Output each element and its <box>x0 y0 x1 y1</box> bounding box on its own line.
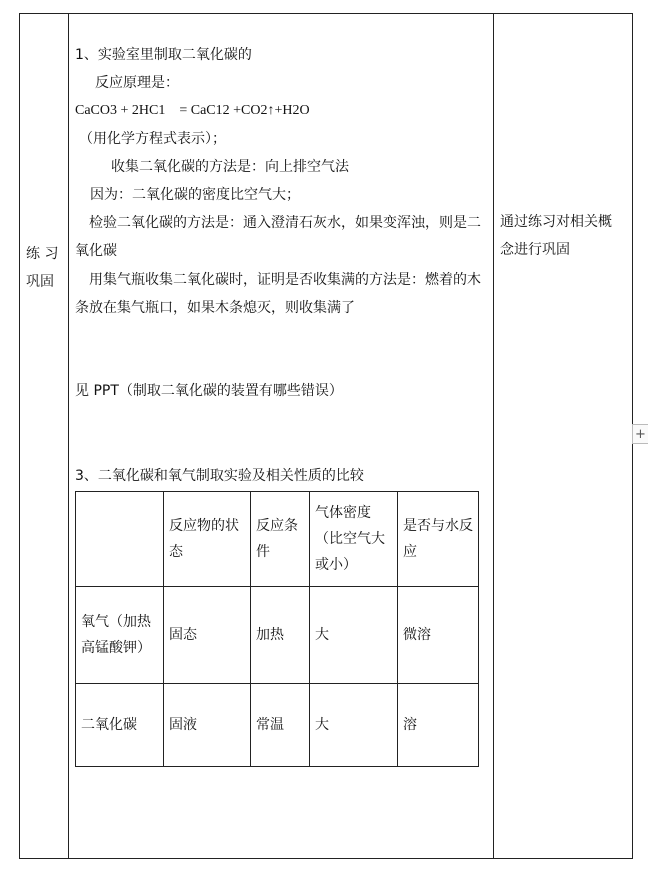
table-cell: 固态 <box>164 587 251 684</box>
density-reason: 因为：二氧化碳的密度比空气大； <box>90 187 300 203</box>
table-cell: 溶 <box>398 684 479 767</box>
collect-method: 收集二氧化碳的方法是：向上排空气法 <box>111 159 349 175</box>
table-header-row <box>76 492 479 587</box>
table-header-cell: 反应条件 <box>251 492 310 587</box>
table-cell: 微溶 <box>398 587 479 684</box>
reaction-label: 反应原理是： <box>95 75 179 91</box>
question-3-title: 3、二氧化碳和氧气制取实验及相关性质的比较 <box>75 468 364 484</box>
test-method-line1: 检验二氧化碳的方法是：通入澄清石灰水，如果变浑浊，则是二 <box>89 215 481 231</box>
table-row <box>76 684 479 767</box>
section-label-line1: 练 习 <box>26 246 59 262</box>
full-check-line2: 条放在集气瓶口，如果木条熄灭，则收集满了 <box>75 300 355 316</box>
table-cell: 氧气（加热高锰酸钾） <box>76 587 164 684</box>
expand-tab[interactable] <box>632 424 648 444</box>
col-divider-2 <box>493 13 494 859</box>
plus-icon[interactable]: + <box>635 427 646 442</box>
test-method-line2: 氧化碳 <box>75 243 117 259</box>
section-label-line2: 巩固 <box>26 274 54 290</box>
table-header-cell: 是否与水反应 <box>398 492 479 587</box>
table-cell: 加热 <box>251 587 310 684</box>
table-cell: 常温 <box>251 684 310 767</box>
chemical-equation: CaCO3 + 2HC1 = CaC12 +CO2↑+H2O <box>75 103 310 118</box>
remark-line1: 通过练习对相关概 <box>500 214 612 230</box>
comparison-table <box>75 491 479 767</box>
table-header-cell: 反应物的状态 <box>164 492 251 587</box>
outer-top-border <box>19 13 633 14</box>
table-header-cell: 气体密度（比空气大或小） <box>310 492 398 587</box>
ppt-reference: 见 PPT（制取二氧化碳的装置有哪些错误） <box>75 383 343 399</box>
table-cell: 大 <box>310 587 398 684</box>
table-header-cell <box>76 492 164 587</box>
full-check-line1: 用集气瓶收集二氧化碳时，证明是否收集满的方法是：燃着的木 <box>89 272 481 288</box>
table-row <box>76 587 479 684</box>
question-1-title: 1、实验室里制取二氧化碳的 <box>75 47 252 63</box>
equation-note: （用化学方程式表示）； <box>79 131 226 147</box>
table-cell: 固液 <box>164 684 251 767</box>
col-divider-1 <box>68 13 69 859</box>
outer-bottom-border <box>19 858 633 859</box>
outer-left-border <box>19 13 20 859</box>
table-cell: 二氧化碳 <box>76 684 164 767</box>
remark-line2: 念进行巩固 <box>500 242 570 258</box>
table-cell: 大 <box>310 684 398 767</box>
